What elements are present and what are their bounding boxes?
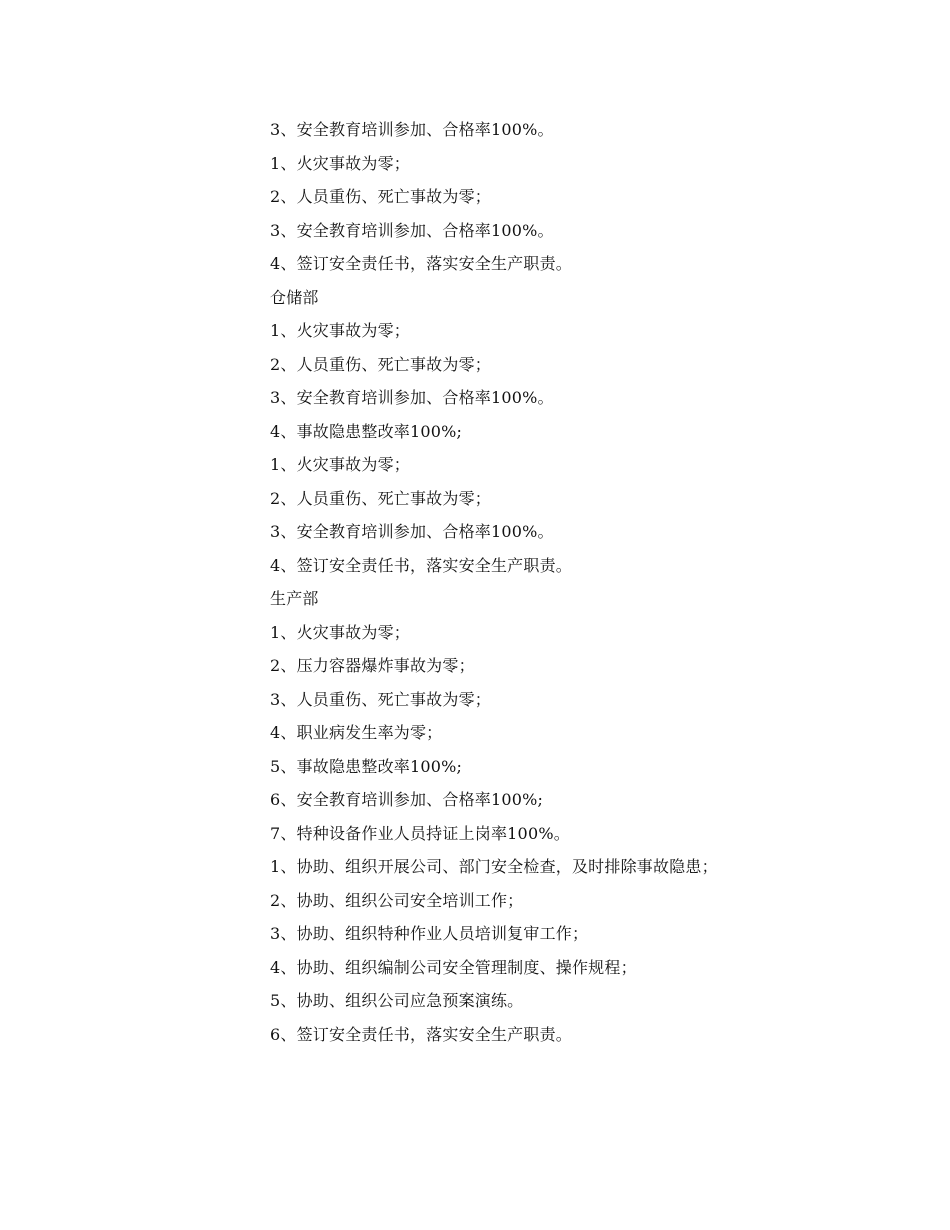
text-line: 1、协助、组织开展公司、部门安全检查，及时排除事故隐患； <box>270 857 718 876</box>
text-line: 5、事故隐患整改率100%; <box>270 756 463 776</box>
text-line: 3、安全教育培训参加、合格率100%。 <box>270 120 554 139</box>
text-line: 3、安全教育培训参加、合格率100%。 <box>270 220 554 240</box>
text-line: 4、签订安全责任书，落实安全生产职责。 <box>270 254 572 273</box>
text-line: 7、特种设备作业人员持证上岗率100%。 <box>270 823 570 843</box>
text-line: 4、事故隐患整改率100%; <box>270 421 463 441</box>
section-heading-production: 生产部 <box>270 589 319 608</box>
text-line: 1、火灾事故为零； <box>270 622 410 642</box>
section-heading-warehouse: 仓储部 <box>270 287 319 307</box>
text-line: 1、火灾事故为零； <box>270 321 410 340</box>
text-line: 2、压力容器爆炸事故为零； <box>270 656 475 675</box>
text-line: 3、人员重伤、死亡事故为零； <box>270 689 491 709</box>
text-line: 1、火灾事故为零； <box>270 455 410 474</box>
text-line: 4、协助、组织编制公司安全管理制度、操作规程； <box>270 957 637 977</box>
text-line: 6、安全教育培训参加、合格率100%; <box>270 790 544 809</box>
text-line: 3、协助、组织特种作业人员培训复审工作； <box>270 924 589 943</box>
text-line: 3、安全教育培训参加、合格率100%。 <box>270 388 554 407</box>
text-line: 5、协助、组织公司应急预案演练。 <box>270 991 524 1010</box>
text-line: 6、签订安全责任书，落实安全生产职责。 <box>270 1024 572 1044</box>
text-line: 4、签订安全责任书，落实安全生产职责。 <box>270 555 572 575</box>
text-line: 2、协助、组织公司安全培训工作； <box>270 890 524 910</box>
text-line: 2、人员重伤、死亡事故为零； <box>270 488 491 508</box>
document-body <box>270 113 910 1051</box>
text-line: 1、火灾事故为零； <box>270 153 410 173</box>
text-line: 2、人员重伤、死亡事故为零； <box>270 187 491 206</box>
text-line: 4、职业病发生率为零； <box>270 723 443 742</box>
text-line: 2、人员重伤、死亡事故为零； <box>270 354 491 374</box>
text-line: 3、安全教育培训参加、合格率100%。 <box>270 522 554 541</box>
